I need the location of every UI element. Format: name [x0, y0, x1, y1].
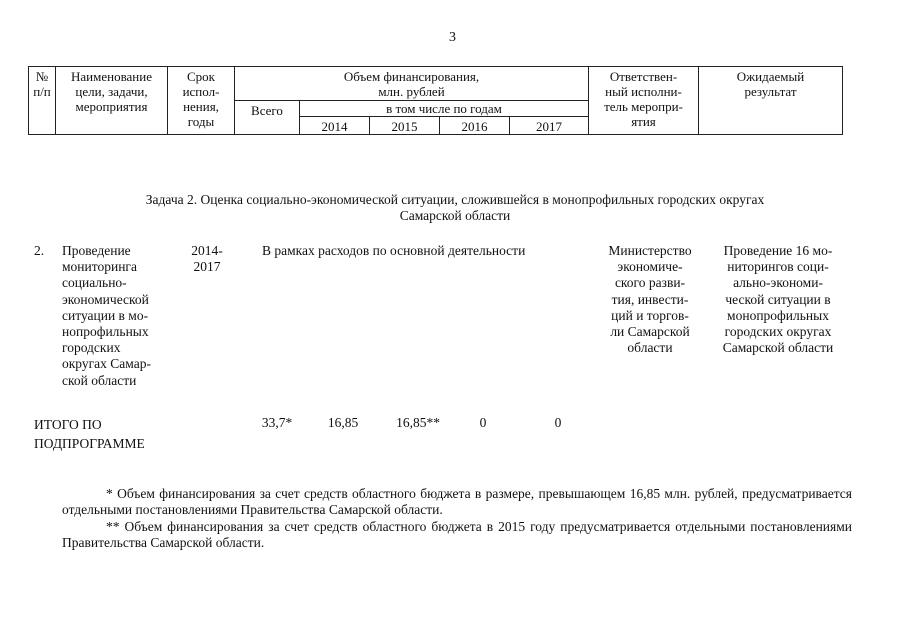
total-2014: 16,85 [327, 415, 359, 430]
row-activity-name: Проведение мониторинга социально- экономической ситуации в мо- нопрофильных городских округах Самар- ской области [62, 243, 151, 388]
row-expected-result: Проведение 16 мо- ниторингов соци- ально-экономи- ческой ситуации в монопрофильных городских округах Самарской области [722, 243, 834, 356]
header-year-2017: 2017 [510, 117, 589, 135]
total-2016: 0 [479, 415, 487, 430]
header-table [28, 66, 843, 135]
row-responsible: Министерство экономиче- ского разви- тия, инвести- ций и торгов- ли Самарской области [608, 243, 692, 356]
header-col-responsible: Ответствен- ный исполни- тель меропри- ятия [589, 67, 699, 135]
row-term: 2014- 2017 [191, 243, 223, 274]
header-col-result: Ожидаемый результат [699, 67, 843, 135]
header-col-name: Наименование цели, задачи, мероприятия [56, 67, 168, 135]
header-col-total: Всего [235, 101, 300, 135]
total-2017: 0 [554, 415, 562, 430]
header-year-2015: 2015 [370, 117, 440, 135]
header-col-number: № п/п [29, 67, 56, 135]
total-label: ИТОГО ПО ПОДПРОГРАММЕ [34, 417, 145, 451]
footnote-2: ** Объем финансирования за счет средств областного бюджета в 2015 году предусматривается отдельными постановлениями Правительства Самарской области. [62, 519, 852, 550]
total-2015: 16,85** [396, 415, 440, 430]
header-col-by-years: в том числе по годам [300, 101, 589, 117]
header-year-2016: 2016 [440, 117, 510, 135]
footnote-1: * Объем финансирования за счет средств областного бюджета в размере, превышающем 16,85 млн. рублей, предусматривается отдельными постановлениями Правительства Самарской области. [62, 486, 852, 517]
row-funding: В рамках расходов по основной деятельности [262, 243, 526, 258]
header-col-term: Срок испол- нения, годы [168, 67, 235, 135]
total-value: 33,7* [261, 415, 293, 430]
header-year-2014: 2014 [300, 117, 370, 135]
row-number: 2. [34, 243, 45, 258]
page-number: 3 [449, 30, 456, 45]
task-heading: Задача 2. Оценка социально-экономической ситуации, сложившейся в монопрофильных городских округах Самарской области [145, 192, 765, 223]
header-col-funding: Объем финансирования, млн. рублей [235, 67, 589, 101]
